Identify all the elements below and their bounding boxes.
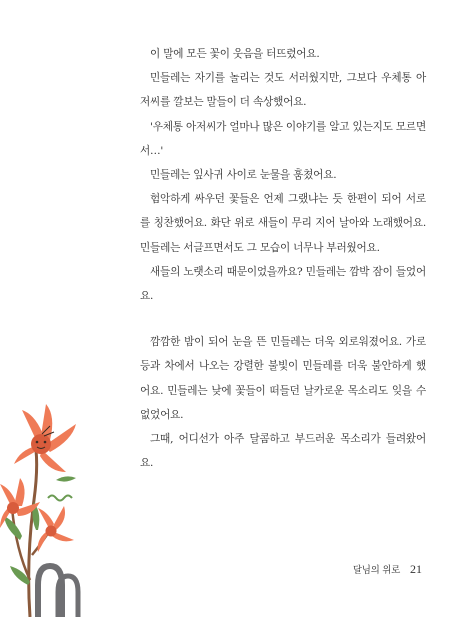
paragraph: 그때, 어디선가 아주 달콤하고 부드러운 목소리가 들려왔어요. <box>140 433 426 470</box>
leaf-icon <box>56 476 76 481</box>
lily-flower-top-icon <box>14 404 76 472</box>
paragraph: 이 말에 모든 꽃이 웃음을 터뜨렸어요. <box>150 48 320 60</box>
paragraph: 민들레는 잎사귀 사이로 눈물을 훔쳤어요. <box>150 169 337 182</box>
lily-flower-lower-icon <box>38 506 74 552</box>
section-break <box>140 308 426 330</box>
orange-lily-flowers-icon <box>0 380 110 617</box>
paragraph: 민들레는 자기를 놀리는 것도 서러웠지만, 그보다 우체통 아저씨를 깔보는 말들이 더 속상했어요. <box>140 72 426 109</box>
squiggle-icon <box>48 496 72 501</box>
page-footer <box>353 562 422 577</box>
paragraph: 깜깜한 밤이 되어 눈을 뜬 민들레는 더욱 외로워졌어요. 가로등과 차에서 나오는 강렬한 불빛이 민들레를 더욱 불안하게 했어요. 민들레는 낮에 꽃들이 떠들던 날카로운 목소리도 잊을 수 없었어요. <box>140 336 426 421</box>
paragraph: 새들의 노랫소리 때문이었을까요? 민들레는 깜박 잠이 들었어요. <box>140 265 426 303</box>
paragraph: '우체통 아저씨가 얼마나 많은 이야기를 알고 있는지도 모르면서…' <box>140 120 426 157</box>
page-number: 21 <box>410 562 422 576</box>
paragraph: 험악하게 싸우던 꽃들은 언제 그랬냐는 듯 한편이 되어 서로를 칭찬했어요. 화단 위로 새들이 무리 지어 날아와 노래했어요. 민들레는 서글프면서도 그 모습이 너무나 부러웠어요. <box>140 193 426 254</box>
running-title: 달님의 위로 <box>352 565 400 576</box>
body-text <box>140 42 426 475</box>
lily-illustration <box>0 380 110 617</box>
